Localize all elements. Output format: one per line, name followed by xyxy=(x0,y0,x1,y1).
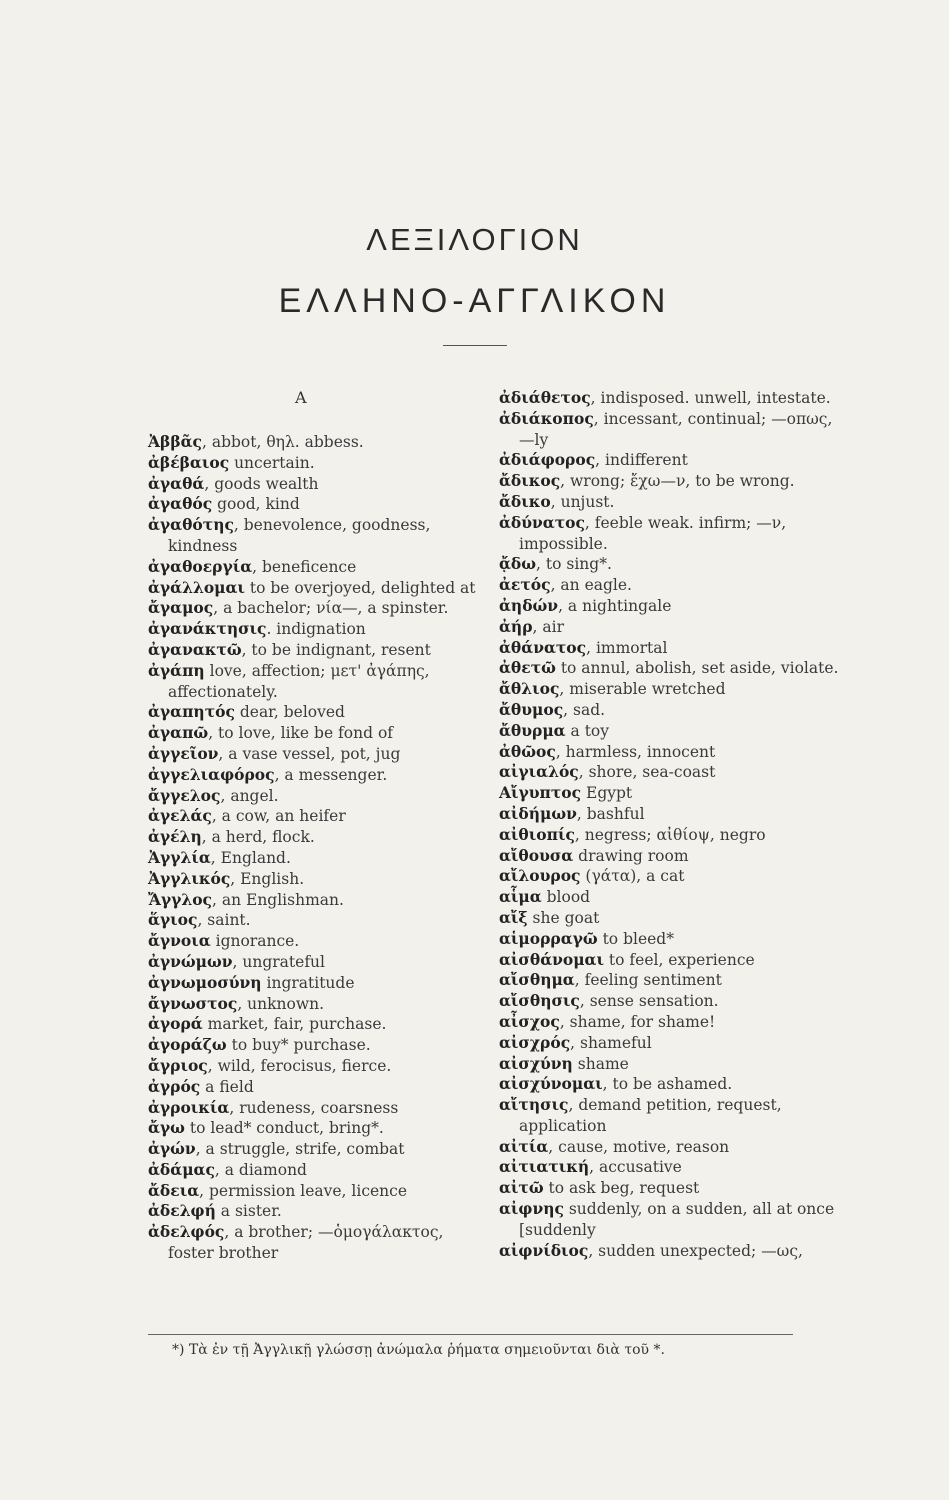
entry-headword: ἀγορά xyxy=(148,1014,203,1034)
entry-headword: Ἀγγλικός xyxy=(148,868,231,888)
entry-definition: dear, beloved xyxy=(234,703,345,722)
entry-headword: ἀγαθοεργία xyxy=(148,556,253,576)
page-subtitle: ΕΛΛΗΝΟ-ΑΓΓΛΙΚΟΝ xyxy=(278,282,671,320)
entry-headword: ἄθυμος xyxy=(499,699,564,719)
entry-headword: ἄθυρμα xyxy=(499,720,566,740)
dictionary-entry xyxy=(148,1118,478,1139)
entry-headword: ἄγω xyxy=(148,1118,185,1138)
entry-headword: ἀδύνατος xyxy=(499,512,585,532)
dictionary-entry xyxy=(148,453,478,474)
dictionary-entry xyxy=(148,869,478,890)
entry-definition: , wild, ferocisus, fierce. xyxy=(207,1056,392,1075)
entry-definition: , wrong; ἔχω—ν, to be wrong. xyxy=(560,472,795,491)
entry-definition: (γάτα), a cat xyxy=(580,867,685,886)
dictionary-entry xyxy=(148,619,478,640)
entry-headword: ἀγοράζω xyxy=(148,1035,227,1055)
dictionary-entry xyxy=(148,515,478,557)
entry-headword: ἀγαθότης xyxy=(148,515,234,535)
dictionary-entry xyxy=(148,661,478,703)
entry-headword: ἀδελφός xyxy=(148,1222,225,1242)
entry-definition: good, kind xyxy=(212,495,300,514)
dictionary-entry xyxy=(499,846,839,867)
entry-headword: ἄδικος xyxy=(499,471,561,491)
left-column xyxy=(148,432,478,1264)
entry-headword: ἀγάπη xyxy=(148,660,205,680)
entry-definition: , ungrateful xyxy=(232,952,326,971)
entry-headword: ἀγελάς xyxy=(148,806,212,826)
entry-definition: to annul, abolish, set aside, violate. xyxy=(555,659,839,678)
entry-headword: ἅγιος xyxy=(148,910,198,930)
entry-headword: ἀδιάθετος xyxy=(499,388,591,407)
entry-headword: αἰσχρός xyxy=(499,1032,571,1052)
entry-headword: ἀγαπῶ xyxy=(148,723,209,743)
dictionary-entry xyxy=(148,598,478,619)
dictionary-entry xyxy=(499,450,839,471)
entry-headword: ἄγνοια xyxy=(148,931,211,951)
dictionary-entry xyxy=(499,742,839,763)
entry-headword: ἀγανάκτησις xyxy=(148,619,267,639)
entry-definition: to feel, experience xyxy=(604,950,755,969)
entry-definition: , sad. xyxy=(563,700,606,719)
entry-headword: ἄγαμος xyxy=(148,598,214,618)
entry-headword: αἴσθησις xyxy=(499,991,580,1011)
entry-headword: ἀγγεῖον xyxy=(148,743,219,763)
entry-definition: , indisposed. unwell, intestate. xyxy=(590,389,831,407)
entry-headword: ἀβέβαιος xyxy=(148,452,230,472)
dictionary-entry xyxy=(499,908,839,929)
dictionary-entry xyxy=(148,640,478,661)
entry-definition: to bleed* xyxy=(597,929,674,948)
entry-definition: uncertain. xyxy=(229,453,315,472)
entry-definition: to ask beg, request xyxy=(543,1179,700,1198)
dictionary-entry xyxy=(148,806,478,827)
entry-definition: , incessant, continual; —οπως, —ly xyxy=(519,409,833,449)
dictionary-entry xyxy=(499,617,839,638)
entry-definition: blood xyxy=(541,888,591,907)
entry-definition: , to be ashamed. xyxy=(602,1075,733,1094)
entry-headword: αἴξ xyxy=(499,907,528,927)
dictionary-entry xyxy=(499,887,839,908)
entry-definition: , miserable wretched xyxy=(559,680,726,699)
entry-definition: , a herd, flock. xyxy=(201,828,315,847)
entry-headword: ἀγαθός xyxy=(148,494,213,514)
entry-definition: , angel. xyxy=(220,786,279,805)
entry-definition: , a struggle, strife, combat xyxy=(195,1140,405,1159)
footnote: *) Τὰ ἐν τῇ Ἀγγλικῇ γλώσσῃ ἀνώμαλα ῥήματα σημειοῦνται διὰ τοῦ *. xyxy=(172,1342,665,1358)
entry-headword: αἰθιοπίς xyxy=(499,824,575,844)
entry-definition: , an eagle. xyxy=(550,576,632,595)
entry-definition: , a bachelor; νία—, a spinster. xyxy=(213,599,449,618)
dictionary-entry xyxy=(148,890,478,911)
footnote-divider xyxy=(148,1334,793,1335)
dictionary-entry xyxy=(148,931,478,952)
entry-definition: , shame, for shame! xyxy=(559,1012,716,1031)
dictionary-entry xyxy=(148,702,478,723)
entry-definition: , shameful xyxy=(570,1033,652,1052)
entry-definition: , cause, motive, reason xyxy=(548,1137,730,1156)
dictionary-entry xyxy=(499,388,839,409)
entry-headword: ἄγγελος xyxy=(148,785,221,805)
entry-headword: αἷμα xyxy=(499,887,542,907)
entry-definition: , accusative xyxy=(589,1158,682,1177)
entry-headword: ἀδελφή xyxy=(148,1201,216,1221)
dictionary-entry xyxy=(148,723,478,744)
dictionary-entry xyxy=(499,804,839,825)
entry-headword: αἴσθημα xyxy=(499,970,575,990)
dictionary-entry xyxy=(499,1074,839,1095)
entry-definition: a field xyxy=(200,1077,254,1096)
dictionary-entry xyxy=(499,679,839,700)
dictionary-entry xyxy=(499,1054,839,1075)
entry-headword: ἀγών xyxy=(148,1139,196,1159)
entry-definition: Egypt xyxy=(581,784,633,803)
entry-headword: ἀγάλλομαι xyxy=(148,577,245,597)
dictionary-entry xyxy=(499,554,839,575)
entry-definition: love, affection; μετ' ἀγάπης, affectionately. xyxy=(168,661,430,701)
entry-definition: suddenly, on a sudden, all at once [suddenly xyxy=(519,1200,835,1239)
entry-headword: ἄγνωστος xyxy=(148,993,238,1013)
entry-headword: αἰγιαλός xyxy=(499,762,579,782)
dictionary-entry xyxy=(148,1181,478,1202)
entry-definition: , rudeness, coarsness xyxy=(229,1098,399,1117)
entry-headword: ἀθάνατος xyxy=(499,637,587,657)
dictionary-entry xyxy=(499,596,839,617)
entry-definition: , a cow, an heifer xyxy=(211,807,346,826)
entry-headword: ἀήρ xyxy=(499,616,533,636)
entry-definition: ingratitude xyxy=(261,973,355,992)
entry-headword: αἰτῶ xyxy=(499,1178,544,1198)
entry-definition: , sense sensation. xyxy=(579,992,719,1011)
entry-headword: ἀετός xyxy=(499,575,551,595)
entry-definition: drawing room xyxy=(573,846,689,865)
entry-headword: αἰδήμων xyxy=(499,803,577,823)
entry-definition: shame xyxy=(572,1054,629,1073)
entry-definition: to buy* purchase. xyxy=(226,1036,371,1055)
dictionary-entry xyxy=(148,1098,478,1119)
dictionary-entry xyxy=(148,1077,478,1098)
dictionary-entry xyxy=(499,409,839,451)
dictionary-entry xyxy=(148,848,478,869)
dictionary-entry xyxy=(499,866,839,887)
dictionary-entry xyxy=(148,1035,478,1056)
entry-headword: αἰσθάνομαι xyxy=(499,949,604,969)
dictionary-entry xyxy=(148,557,478,578)
dictionary-entry xyxy=(148,973,478,994)
entry-definition: , a vase vessel, pot, jug xyxy=(218,744,401,763)
dictionary-entry xyxy=(148,1014,478,1035)
entry-headword: ἄθλιος xyxy=(499,679,560,699)
dictionary-entry xyxy=(148,432,478,453)
dictionary-entry xyxy=(499,762,839,783)
dictionary-entry xyxy=(499,471,839,492)
dictionary-entry xyxy=(148,952,478,973)
entry-definition: , harmless, innocent xyxy=(555,742,716,761)
entry-definition: , England. xyxy=(210,848,291,867)
entry-definition: to be overjoyed, delighted at xyxy=(244,578,476,597)
entry-headword: ἀγροικία xyxy=(148,1097,230,1117)
entry-definition: , abbot, θηλ. abbess. xyxy=(201,433,364,451)
entry-headword: ἀδιάκοπος xyxy=(499,408,594,428)
dictionary-entry xyxy=(148,765,478,786)
entry-headword: Ἄγγλος xyxy=(148,889,212,909)
dictionary-entry xyxy=(148,494,478,515)
entry-headword: αἱμορραγῶ xyxy=(499,928,598,948)
dictionary-entry xyxy=(499,638,839,659)
dictionary-entry xyxy=(499,1137,839,1158)
dictionary-entry xyxy=(148,1056,478,1077)
dictionary-entry xyxy=(148,994,478,1015)
entry-headword: ἀηδών xyxy=(499,595,559,615)
dictionary-entry xyxy=(148,786,478,807)
entry-definition: , a nightingale xyxy=(558,596,672,615)
dictionary-entry xyxy=(499,492,839,513)
entry-headword: ἄγριος xyxy=(148,1055,208,1075)
entry-definition: , permission leave, licence xyxy=(199,1181,408,1200)
entry-headword: ἀγανακτῶ xyxy=(148,639,242,659)
entry-definition: , negress; αἰθίοψ, negro xyxy=(574,825,766,844)
entry-definition: , a messenger. xyxy=(274,765,388,784)
dictionary-entry xyxy=(499,513,839,555)
dictionary-entry xyxy=(148,744,478,765)
entry-definition: a sister. xyxy=(215,1202,282,1221)
dictionary-entry xyxy=(148,1201,478,1222)
entry-headword: ἀγγελιαφόρος xyxy=(148,764,275,784)
entry-headword: αἰτιατική xyxy=(499,1157,590,1177)
dictionary-entry xyxy=(499,929,839,950)
entry-definition: a toy xyxy=(565,721,610,740)
entry-definition: , feeling sentiment xyxy=(574,971,722,990)
entry-headword: ἀγρός xyxy=(148,1076,201,1096)
entry-definition: she goat xyxy=(527,908,600,927)
entry-headword: αἴλουρος xyxy=(499,866,581,886)
entry-definition: . indignation xyxy=(266,620,366,639)
dictionary-entry xyxy=(499,1157,839,1178)
dictionary-entry xyxy=(499,658,839,679)
entry-definition: , shore, sea-coast xyxy=(578,763,716,782)
entry-definition: , unjust. xyxy=(550,492,615,511)
entry-headword: ἄδεια xyxy=(148,1180,200,1200)
entry-headword: ἀγνώμων xyxy=(148,951,233,971)
entry-headword: ἀδάμας xyxy=(148,1159,215,1179)
entry-definition: , immortal xyxy=(586,638,668,657)
entry-headword: ἀγνωμοσύνη xyxy=(148,972,262,992)
dictionary-entry xyxy=(499,783,839,804)
entry-headword: ᾄδω xyxy=(499,554,537,574)
entry-headword: ἀδιάφορος xyxy=(499,450,596,470)
entry-headword: Ἀββᾶς xyxy=(148,432,202,451)
dictionary-entry xyxy=(499,1012,839,1033)
entry-definition: , unknown. xyxy=(237,994,325,1013)
dictionary-entry xyxy=(499,700,839,721)
dictionary-entry xyxy=(148,578,478,599)
section-letter: Α xyxy=(295,388,307,407)
right-column xyxy=(499,388,839,1261)
dictionary-entry xyxy=(499,1241,839,1262)
entry-headword: ἀθετῶ xyxy=(499,658,556,678)
entry-definition: , saint. xyxy=(197,911,251,930)
dictionary-entry xyxy=(499,1178,839,1199)
entry-headword: αἴτησις xyxy=(499,1095,569,1115)
entry-definition: , feeble weak. infirm; —ν, impossible. xyxy=(519,513,787,553)
title-divider xyxy=(443,345,507,346)
page-title: ΛΕΞΙΛΟΓΙΟΝ xyxy=(366,222,583,257)
entry-headword: Ἀγγλία xyxy=(148,847,211,867)
entry-headword: ἀγαπητός xyxy=(148,702,235,722)
entry-headword: αἰφνίδιος xyxy=(499,1240,589,1260)
entry-definition: , indifferent xyxy=(595,451,688,470)
dictionary-entry xyxy=(499,1095,839,1137)
entry-definition: to lead* conduct, bring*. xyxy=(184,1119,384,1138)
entry-definition: , a brother; —ὁμογάλακτος, foster brother xyxy=(168,1223,444,1263)
entry-definition: , goods wealth xyxy=(204,474,319,493)
dictionary-entry xyxy=(148,474,478,495)
entry-headword: αἰσχύνομαι xyxy=(499,1074,603,1094)
entry-headword: ἀγέλη xyxy=(148,827,202,847)
entry-definition: ignorance. xyxy=(210,932,300,951)
dictionary-entry xyxy=(499,950,839,971)
dictionary-entry xyxy=(148,1139,478,1160)
entry-headword: αἰτία xyxy=(499,1136,549,1156)
entry-definition: , an Englishman. xyxy=(212,890,344,909)
entry-definition: , benevolence, goodness, kindness xyxy=(168,516,431,555)
dictionary-entry xyxy=(148,1222,478,1264)
dictionary-entry xyxy=(499,825,839,846)
entry-definition: , air xyxy=(532,617,564,636)
dictionary-entry xyxy=(499,1199,839,1241)
entry-definition: , beneficence xyxy=(252,557,357,576)
entry-definition: , bashful xyxy=(576,804,645,823)
dictionary-entry xyxy=(499,721,839,742)
dictionary-entry xyxy=(499,575,839,596)
entry-definition: , sudden unexpected; —ως, xyxy=(588,1241,803,1260)
entry-definition: , English. xyxy=(230,869,305,888)
entry-headword: αἴθουσα xyxy=(499,845,574,865)
entry-headword: Αἴγυπτος xyxy=(499,783,582,803)
entry-definition: , demand petition, request, application xyxy=(519,1096,782,1135)
entry-definition: , a diamond xyxy=(214,1160,307,1179)
entry-definition: , to be indignant, resent xyxy=(241,640,431,659)
entry-headword: αἶσχος xyxy=(499,1011,560,1031)
dictionary-entry xyxy=(499,991,839,1012)
entry-definition: , to love, like be fond of xyxy=(208,724,394,743)
entry-headword: ἄδικο xyxy=(499,491,551,511)
entry-definition: market, fair, purchase. xyxy=(202,1015,387,1034)
entry-headword: ἀγαθά xyxy=(148,473,205,493)
dictionary-entry xyxy=(148,910,478,931)
dictionary-entry xyxy=(148,1160,478,1181)
entry-headword: αἰσχύνη xyxy=(499,1053,573,1073)
dictionary-entry xyxy=(499,1033,839,1054)
dictionary-entry xyxy=(499,970,839,991)
dictionary-entry xyxy=(148,827,478,848)
entry-definition: , to sing*. xyxy=(536,555,612,574)
entry-headword: ἀθῶος xyxy=(499,741,556,761)
entry-headword: αἰφνης xyxy=(499,1199,564,1219)
